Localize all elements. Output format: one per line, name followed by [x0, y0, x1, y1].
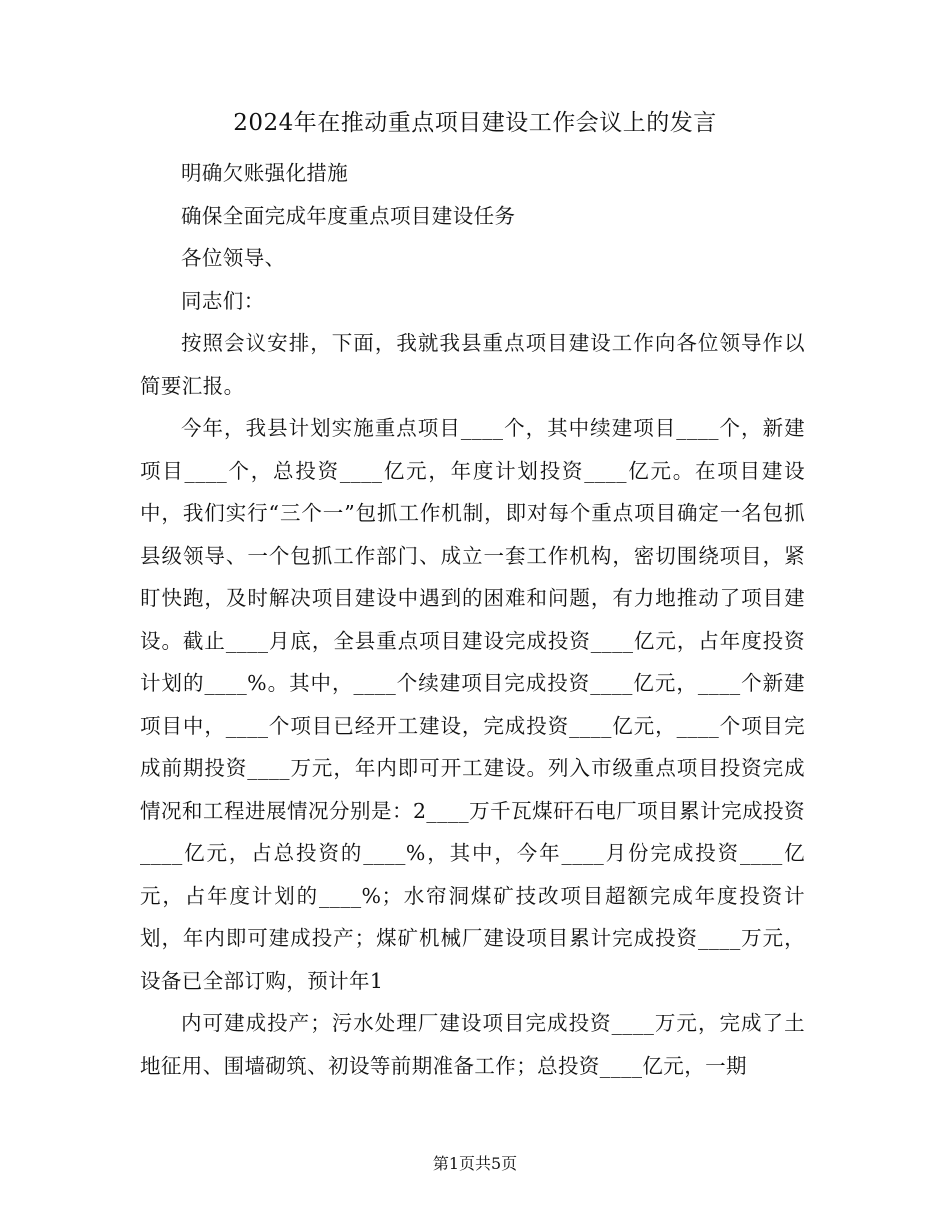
page-number-footer: 第1页共5页: [432, 1154, 518, 1173]
paragraph-salutation-1: 各位领导、: [181, 246, 286, 270]
paragraph-salutation-2: 同志们：: [181, 288, 265, 313]
paragraph-heading-1: 明确欠账强化措施: [181, 161, 349, 185]
document-body: [140, 152, 805, 1087]
paragraph-heading-2: 确保全面完成年度重点项目建设任务: [181, 203, 516, 228]
document-title: 2024年在推动重点项目建设工作会议上的发言: [233, 110, 717, 136]
paragraph-continued: 内可建成投产；污水处理厂建设项目完成投资____万元，完成了土地征用、围墙砌筑、初设等前期准备工作；总投资____亿元，一期: [140, 1011, 805, 1078]
paragraph-intro: 按照会议安排，下面，我就我县重点项目建设工作向各位领导作以简要汇报。: [140, 331, 805, 398]
paragraph-main: 今年，我县计划实施重点项目____个，其中续建项目____个，新建项目____个，总投资____亿元，年度计划投资____亿元。在项目建设中，我们实行“三个一”包抓工作机制，即对每个重点项目确定一名包抓县级领导、一个包抓工作部门、成立一套工作机构，密切围绕项目，紧盯快跑，及时解决项目建设中遇到的困难和问题，有力地推动了项目建设。截止____月底，全县重点项目建设完成投资____亿元，占年度投资计划的____%。其中，____个续建项目完成投资____亿元，____个新建项目中，____个项目已经开工建设，完成投资____亿元，____个项目完成前期投资____万元，年内即可开工建设。列入市级重点项目投资完成情况和工程进展情况分别是：2____万千瓦煤矸石电厂项目累计完成投资____亿元，占总投资的____%，其中，今年____月份完成投资____亿元，占年度计划的____%；水帘洞煤矿技改项目超额完成年度投资计划，年内即可建成投产；煤矿机械厂建设项目累计完成投资____万元，设备已全部订购，预计年1: [140, 416, 805, 993]
